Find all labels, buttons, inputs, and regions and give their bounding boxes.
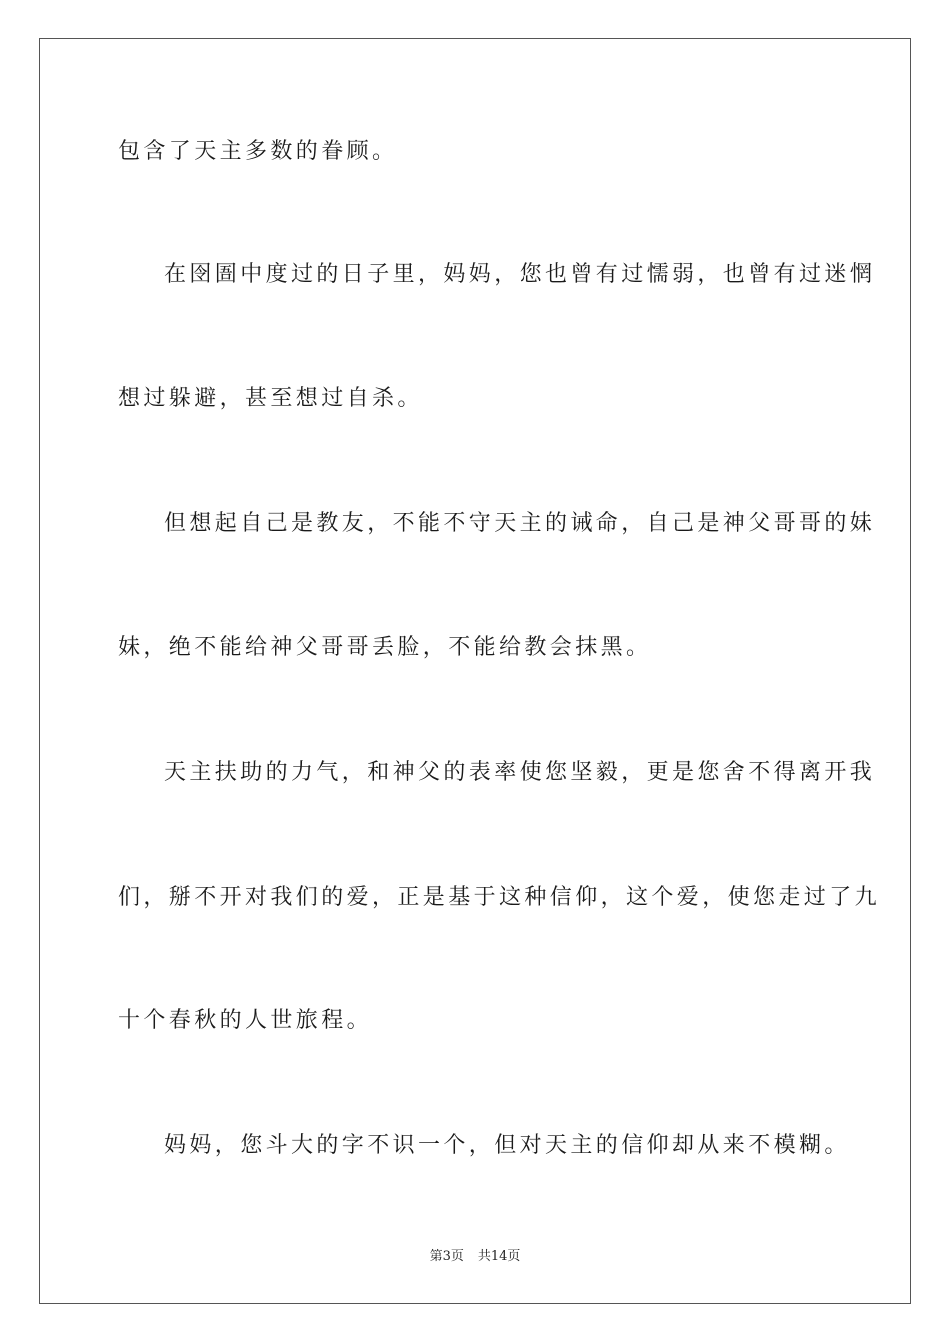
paragraph-line: 十个春秋的人世旅程。 <box>118 1008 373 1033</box>
page-border <box>39 38 911 1304</box>
paragraph-line: 包含了天主多数的眷顾。 <box>118 139 398 164</box>
page-number: 第3页 <box>429 1249 464 1264</box>
page-footer <box>0 1248 950 1266</box>
paragraph-line: 妈妈，您斗大的字不识一个，但对天主的信仰却从来不模糊。 <box>164 1133 850 1158</box>
paragraph-line: 妹，绝不能给神父哥哥丢脸，不能给教会抹黑。 <box>118 635 652 660</box>
paragraph-line: 们，掰不开对我们的爱，正是基于这种信仰，这个爱，使您走过了九 <box>118 885 881 910</box>
paragraph-line: 想过躲避，甚至想过自杀。 <box>118 386 423 411</box>
paragraph-line: 天主扶助的力气，和神父的表率使您坚毅，更是您舍不得离开我 <box>164 760 876 785</box>
total-pages: 共14页 <box>477 1249 521 1264</box>
paragraph-line: 在囹圄中度过的日子里，妈妈，您也曾有过懦弱，也曾有过迷惘 <box>164 262 876 287</box>
paragraph-line: 但想起自己是教友，不能不守天主的诫命，自己是神父哥哥的妹 <box>164 511 876 536</box>
